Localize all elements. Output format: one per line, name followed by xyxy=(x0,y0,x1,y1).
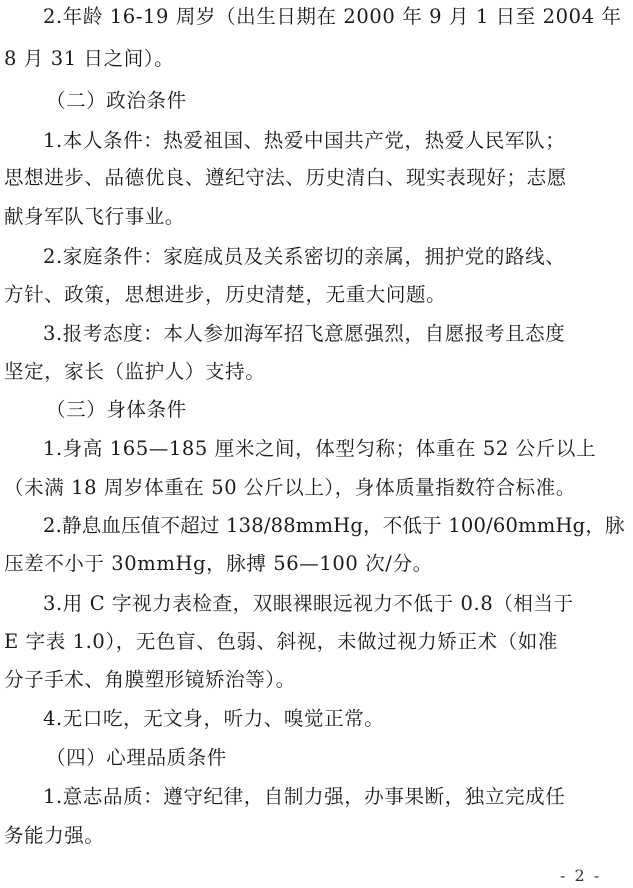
text-line: 压差不小于 30mmHg，脉搏 56—100 次/分。 xyxy=(4,552,433,575)
text-line: 分子手术、角膜塑形镜矫治等）。 xyxy=(4,668,296,691)
heading-text: （三）身体条件 xyxy=(46,398,187,421)
text-line: 2.家庭条件：家庭成员及关系密切的亲属，拥护党的路线、 xyxy=(43,245,566,268)
text-line: 1.本人条件：热爱祖国、热爱中国共产党，热爱人民军队； xyxy=(43,129,566,152)
text-line: 思想进步、品德优良、遵纪守法、历史清白、现实表现好；志愿 xyxy=(4,166,567,189)
text-line: （未满 18 周岁体重在 50 公斤以上），身体质量指数符合标准。 xyxy=(4,476,576,499)
text-line: 方针、政策，思想进步，历史清楚，无重大问题。 xyxy=(4,283,447,306)
text-line: 献身军队飞行事业。 xyxy=(4,205,185,228)
text-line: 4.无口吃，无文身，听力、嗅觉正常。 xyxy=(43,707,385,730)
text-line: 坚定，家长（监护人）支持。 xyxy=(4,360,266,383)
text-line: 1.身高 165—185 厘米之间，体型匀称；体重在 52 公斤以上 xyxy=(43,437,597,460)
text-line: 务能力强。 xyxy=(4,824,105,847)
heading-text: （四）心理品质条件 xyxy=(46,746,227,769)
text-line: 2.静息血压值不超过 138/88mmHg，不低于 100/60mmHg，脉 xyxy=(43,514,625,537)
page-number: - 2 - xyxy=(560,866,602,885)
text-line: 3.用 C 字视力表检查，双眼裸眼远视力不低于 0.8（相当于 xyxy=(43,592,574,615)
text-line: E 字表 1.0），无色盲、色弱、斜视，未做过视力矫正术（如准 xyxy=(4,630,558,653)
heading-text: （二）政治条件 xyxy=(46,89,187,112)
text-line: 2.年龄 16-19 周岁（出生日期在 2000 年 9 月 1 日至 2004 年 xyxy=(43,5,622,28)
text-line: 1.意志品质：遵守纪律，自制力强，办事果断，独立完成任 xyxy=(43,785,566,808)
text-line: 3.报考态度：本人参加海军招飞意愿强烈，自愿报考且态度 xyxy=(43,322,566,345)
text-line: 8 月 31 日之间）。 xyxy=(4,47,175,70)
